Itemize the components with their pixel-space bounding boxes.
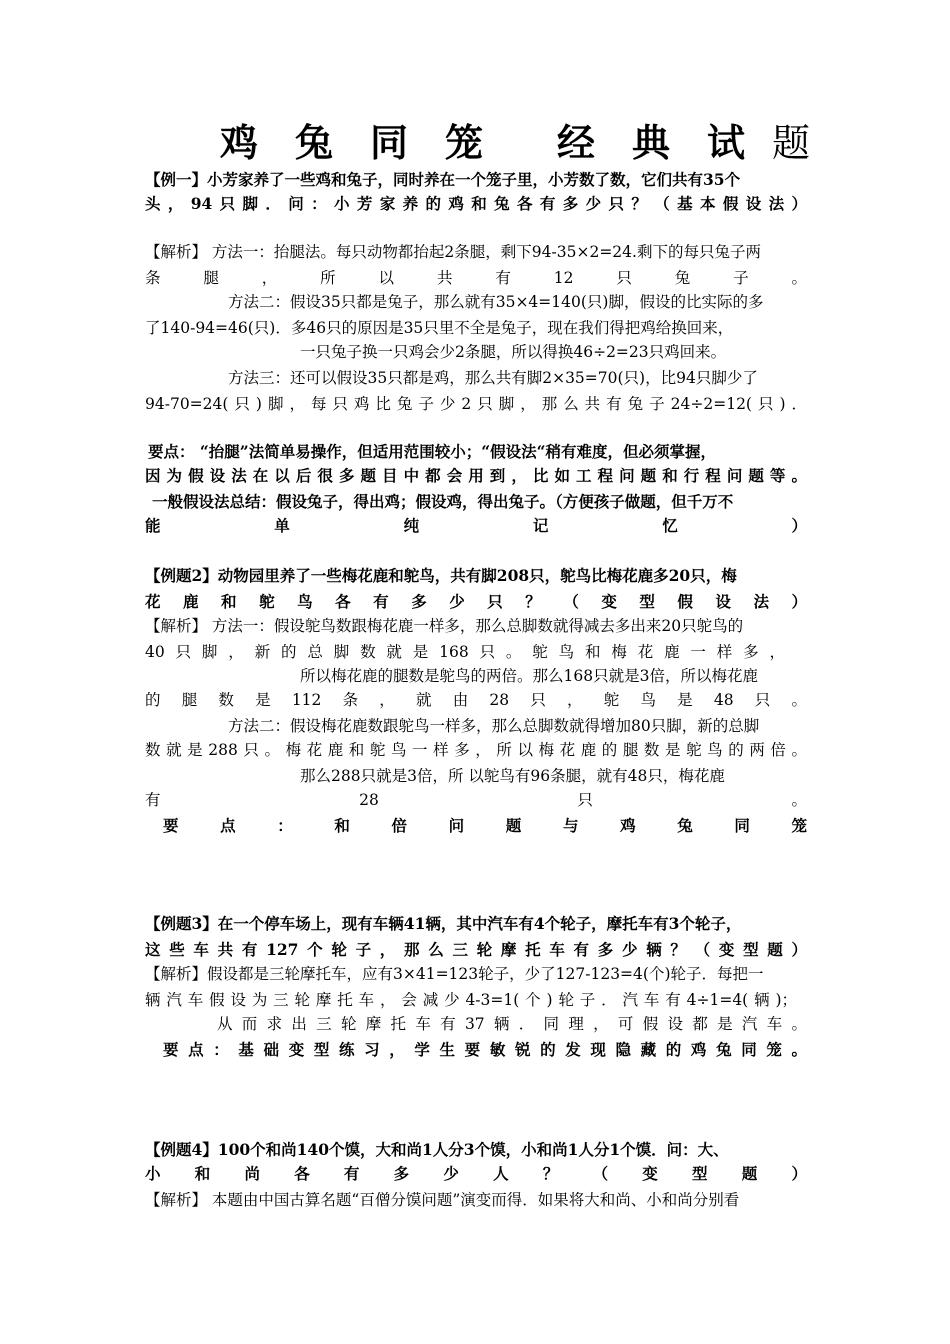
example-2-analysis: 所以梅花鹿的腿数是鸵鸟的两倍。那么168只就是3倍，所以梅花鹿 [300,667,758,685]
example-1-key-point: 因为假设法在以后很多题目中都会用到，比如工程问题和行程问题等。 [145,466,807,485]
example-4-analysis: 【解析】 本题由中国古算名题“百僧分馍问题”演变而得．如果将大和尚、小和尚分别看 [145,1191,740,1209]
example-1-key-point: 要点： “抬腿”法简单易操作，但适用范围较小；“假设法“稍有难度，但必须掌握， [148,442,717,461]
title-char: 笼 [445,120,484,165]
example-3-analysis: 从而求出三轮摩托车有37辆．同理，可假设都是汽车。 [217,1015,807,1033]
example-3-analysis: 【解析】假设都是三轮摩托车，应有3×41=123轮子，少了127-123=4(个)轮子．每把一 [145,965,764,983]
example-2-method-2: 数就是288只。梅花鹿和鸵鸟一样多，所以梅花鹿的腿数是鸵鸟的两倍。 [145,741,807,759]
example-1-key-point: 能单纯记忆） [145,516,807,535]
title-char: 同 [370,120,409,165]
page-title [215,118,815,168]
title-char: 经 [557,120,596,165]
example-2-method-2: 有28只。 [145,791,807,809]
example-1-method-3: 方法三：还可以假设35只都是鸡，那么共有脚2×35=70(只)，比94只脚少了 [228,369,758,387]
example-2-question: 花鹿和鸵鸟各有多少只？（变型假设法） [145,592,807,611]
example-2-method-2: 方法二：假设梅花鹿数跟鸵鸟一样多，那么总脚数就得增加80只脚，新的总脚 [228,717,760,735]
title-char: 兔 [295,120,334,165]
example-2-analysis: 40只脚，新的总脚数就是168只。鸵鸟和梅花鹿一样多， [145,643,785,661]
example-1-analysis: 条腿，所以共有12只兔子。 [145,269,807,287]
example-1-key-point: 一般假设法总结：假设兔子，得出鸡；假设鸡，得出兔子。（方便孩子做题，但千万不 [152,492,734,511]
example-2-method-2: 那么288只就是3倍，所 以鸵鸟有96条腿，就有48只，梅花鹿 [300,767,725,785]
title-char: 典 [632,120,671,165]
example-2-analysis: 【解析】 方法一：假设鸵鸟数跟梅花鹿一样多，那么总脚数就得减去多出来20只鸵鸟的 [145,617,744,635]
example-1-question: 头，94只脚．问：小芳家养的鸡和兔各有多少只？（基本假设法） [145,194,807,213]
example-4-question: 小和尚各有多少人？（变型题） [145,1164,807,1183]
example-2-question: 【例题2】动物园里养了一些梅花鹿和鸵鸟，共有脚208只，鸵鸟比梅花鹿多20只，梅 [145,566,737,585]
example-1-analysis: 【解析】 方法一：抬腿法。每只动物都抬起2条腿，剩下94-35×2=24.剩下的每只兔子两 [145,243,761,261]
example-3-question: 这些车共有127个轮子，那么三轮摩托车有多少辆？（变型题） [145,940,807,959]
example-1-question: 【例一】小芳家养了一些鸡和兔子，同时养在一个笼子里，小芳数了数，它们共有35个 [145,170,741,189]
example-4-question: 【例题4】100个和尚140个馍，大和尚1人分3个馍，小和尚1人分1个馍．问：大、 [145,1140,729,1159]
example-2-key-point: 要点：和倍问题与鸡兔同笼 [163,816,807,835]
example-1-method-2: 方法二：假设35只都是兔子，那么就有35×4=140(只)脚，假设的比实际的多 [228,293,764,311]
example-3-question: 【例题3】在一个停车场上，现有车辆41辆，其中汽车有4个轮子，摩托车有3个轮子， [145,914,742,933]
example-3-key-point: 要点：基础变型练习，学生要敏锐的发现隐藏的鸡兔同笼。 [163,1040,807,1059]
title-char: 试 [707,120,746,165]
example-3-analysis: 辆汽车假设为三轮摩托车，会减少4-3=1(个)轮子．汽车有4÷1=4(辆)； [145,991,797,1009]
example-2-analysis: 的腿数是112条，就由28只，鸵鸟是48只。 [145,691,807,709]
example-1-method-2: 一只兔子换一只鸡会少2条腿，所以得换46÷2=23只鸡回来。 [300,343,727,361]
title-char: 题 [772,121,811,165]
example-1-method-3: 94-70=24(只)脚，每只鸡比兔子少2只脚，那么共有兔子24÷2=12(只)． [145,395,807,413]
example-1-method-2: 了140-94=46(只)．多46只的原因是35只里不全是兔子，现在我们得把鸡给换回来， [145,319,734,337]
title-char: 鸡 [220,120,259,165]
